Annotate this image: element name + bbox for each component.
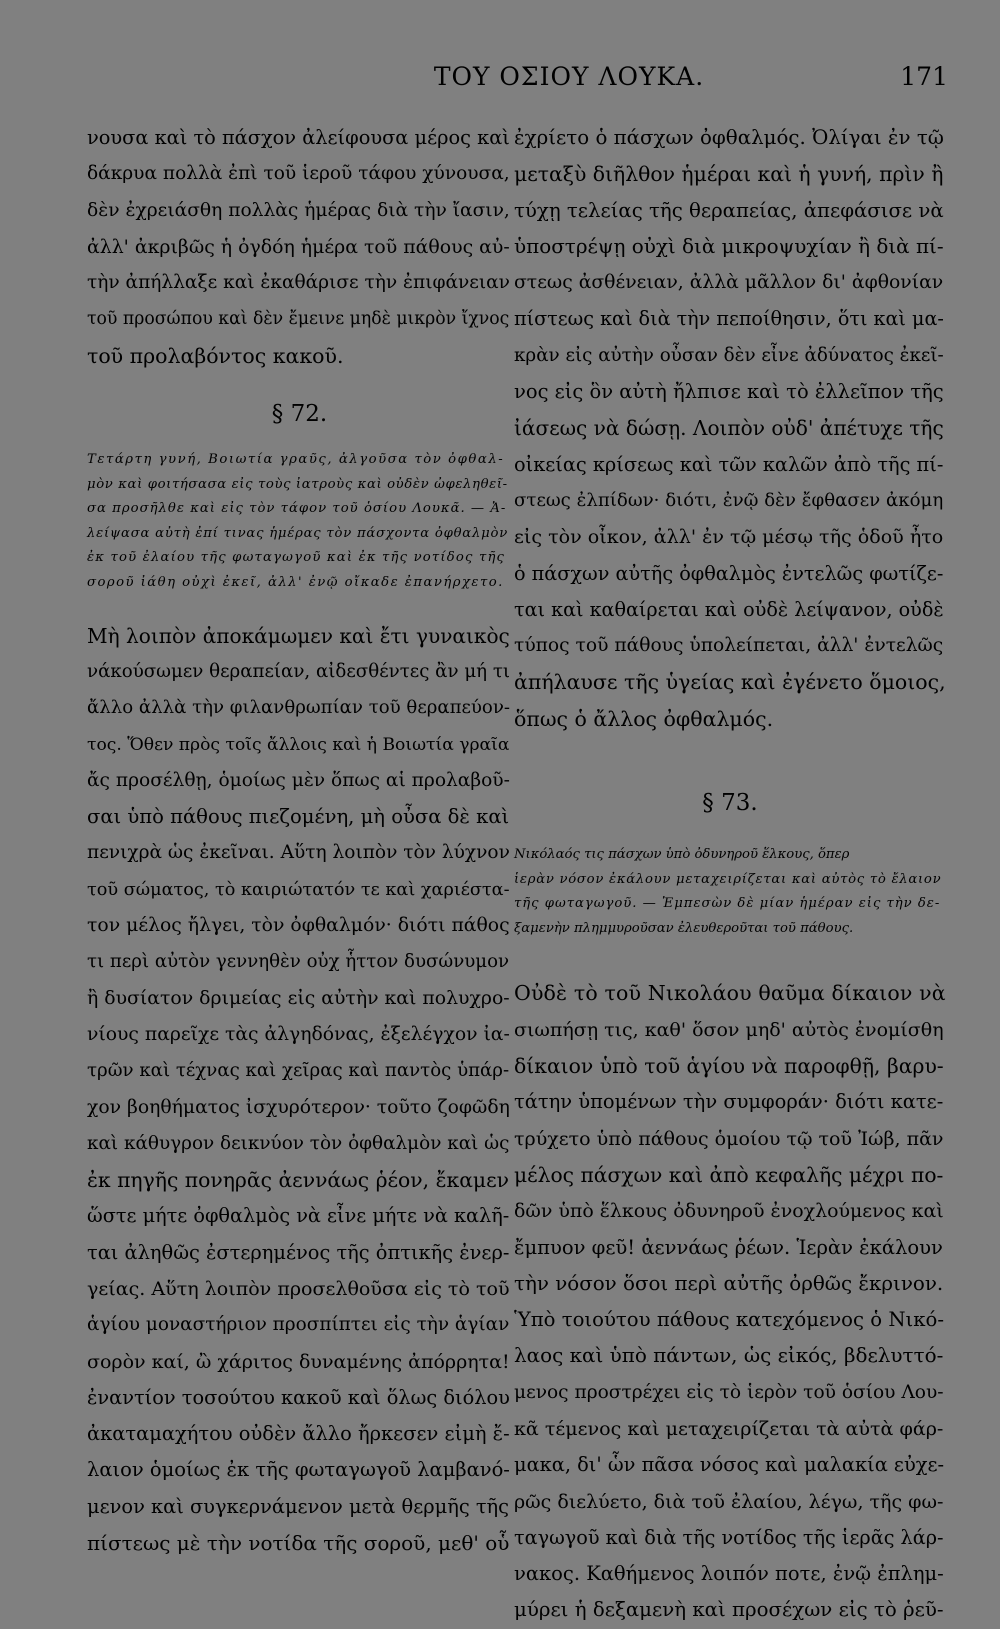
- text-line: σορὸν καί, ὢ χάριτος δυναμένης ἀπόρρητα!: [87, 1350, 510, 1373]
- text-line: τρῶν καὶ τέχνας καὶ χεῖρας καὶ παντὸς ὑπάρ-: [87, 1060, 510, 1082]
- text-line: νακος. Καθήμενος λοιπόν ποτε, ἐνῷ ἐπλημ-: [514, 1562, 944, 1586]
- text-line: ἔμπυον φεῦ! ἀεννάως ῥέων. Ἱερὰν ἐκάλουν: [514, 1235, 943, 1259]
- text-line: χον βοηθήματος ἰσχυρότερον· τοῦτο ζοφῶδη: [87, 1096, 510, 1118]
- text-line: δῶν ὑπὸ ἕλκους ὀδυνηροῦ ἐνοχλούμενος καὶ: [514, 1200, 944, 1223]
- text-line: Μὴ λοιπὸν ἀποκάμωμεν καὶ ἔτι γυναικὸς: [87, 623, 510, 648]
- text-line: ἐκ πηγῆς πονηρᾶς ἀεννάως ῥέον, ἔκαμεν: [87, 1168, 510, 1193]
- page-number: 171: [900, 62, 948, 91]
- summary-line: ἐκ τοῦ ἐλαίου τῆς φωταγωγοῦ καὶ ἐκ τῆς νοτίδος τῆς: [87, 550, 506, 566]
- text-line: ἢ δυσίατον δριμείας εἰς αὐτὴν καὶ πολυχρο-: [87, 987, 510, 1009]
- text-line: δίκαιον ὑπὸ τοῦ ἁγίου νὰ παροφθῇ, βαρυ-: [514, 1054, 944, 1079]
- text-line: στεως ἐλπίδων· διότι, ἐνῷ δὲν ἔφθασεν ἀκόμη: [514, 489, 944, 511]
- text-line: ται ἀληθῶς ἐστερημένος τῆς ὀπτικῆς ἐνερ-: [87, 1240, 510, 1264]
- text-line: πενιχρὰ ὡς ἐκεῖναι. Αὕτη λοιπὸν τὸν λύχνον: [87, 842, 510, 864]
- text-line: ὑποστρέψῃ οὐχὶ διὰ μικροψυχίαν ἢ διὰ πί-: [514, 234, 944, 258]
- summary-line: Τετάρτη γυνή, Βοιωτία γραῦς, ἀλγοῦσα τὸν ὀφθαλ-: [87, 452, 505, 468]
- text-line: ἰάσεως νὰ δώσῃ. Λοιπὸν οὐδ' ἀπέτυχε τῆς: [514, 416, 944, 441]
- text-line: σαι ὑπὸ πάθους πιεζομένη, μὴ οὖσα δὲ καὶ: [87, 805, 510, 829]
- section-heading-72: § 72.: [271, 401, 328, 428]
- text-line: μενον καὶ συγκερνάμενον μετὰ θερμῆς τῆς: [87, 1494, 510, 1518]
- right-paragraph-2: [514, 975, 946, 1628]
- summary-line: ξαμενὴν πλημμυροῦσαν ἐλευθεροῦται τοῦ πάθους.: [514, 920, 854, 936]
- text-line: τύπος τοῦ πάθους ὑπολείπεται, ἀλλ' ἐντελῶς: [514, 635, 944, 657]
- text-line: τύχῃ τελείας τῆς θεραπείας, ἀπεφάσισε νὰ: [514, 198, 944, 222]
- text-line: ἄλλο ἀλλὰ τὴν φιλανθρωπίαν τοῦ θεραπεύον-: [87, 697, 510, 719]
- text-line: τοῦ προσώπου καὶ δὲν ἔμεινε μηδὲ μικρὸν ἴχνος: [87, 309, 510, 330]
- text-line: μενος προστρέχει εἰς τὸ ἱερὸν τοῦ ὁσίου Λου-: [514, 1381, 944, 1403]
- text-line: τὴν ἀπήλλαξε καὶ ἐκαθάρισε τὴν ἐπιφάνειαν: [87, 272, 510, 294]
- text-line: ἀπήλαυσε τῆς ὑγείας καὶ ἐγένετο ὅμοιος,: [514, 670, 946, 695]
- text-line: τάτην ὑπομένων τὴν συμφοράν· διότι κατε-: [514, 1090, 944, 1114]
- text-line: νος εἰς ὃν αὐτὴ ἤλπισε καὶ τὸ ἐλλεῖπον τῆς: [514, 380, 944, 404]
- text-line: ταγωγοῦ καὶ διὰ τῆς νοτίδος τῆς ἱερᾶς λάρ-: [514, 1525, 944, 1549]
- text-line: κᾶ τέμενος καὶ μεταχειρίζεται τὰ αὐτὰ φάρ-: [514, 1417, 944, 1440]
- text-line: μέλος πάσχων καὶ ἀπὸ κεφαλῆς μέχρι πο-: [514, 1162, 944, 1187]
- text-line: τρύχετο ὑπὸ πάθους ὁμοίου τῷ τοῦ Ἰώβ, πᾶν: [514, 1127, 944, 1150]
- section-summary-73: [514, 843, 946, 941]
- text-line: νάκούσωμεν θεραπείαν, αἰδεσθέντες ἂν μή τι: [87, 660, 511, 682]
- text-line: τοῦ προλαβόντος κακοῦ.: [87, 343, 344, 368]
- text-line: λαιον ὁμοίως ἐκ τῆς φωταγωγοῦ λαμβανό-: [87, 1458, 510, 1482]
- text-line: νουσα καὶ τὸ πάσχον ἀλείφουσα μέρος καὶ: [87, 126, 510, 149]
- summary-line: σα προσῆλθε καὶ εἰς τὸν τάφον τοῦ ὁσίου Λουκᾶ. — Ἀ-: [87, 501, 507, 517]
- text-line: εἰς τὸν οἶκον, ἀλλ' ἐν τῷ μέσῳ τῆς ὁδοῦ ἦτο: [514, 526, 944, 549]
- text-line: ἐχρίετο ὁ πάσχων ὀφθαλμός. Ὀλίγαι ἐν τῷ: [514, 126, 944, 149]
- text-line: τοῦ σώματος, τὸ καιριώτατόν τε καὶ χαριέστα-: [87, 879, 510, 900]
- text-line: μεταξὺ διῆλθον ἡμέραι καὶ ἡ γυνή, πρὶν ἢ: [514, 162, 944, 187]
- text-line: λαος καὶ ὑπὸ πάντων, ὡς εἰκός, βδελυττό-: [514, 1344, 944, 1368]
- text-line: σιωπήσῃ τις, καθ' ὅσον μηδ' αὐτὸς ἐνομίσθη: [514, 1018, 944, 1041]
- text-line: δὲν ἐχρειάσθη πολλὰς ἡμέρας διὰ τὴν ἴασιν,: [87, 199, 510, 221]
- left-paragraph-1: [87, 120, 512, 374]
- text-line: ἄς προσέλθῃ, ὁμοίως μὲν ὅπως αἱ προλαβοῦ-: [87, 769, 510, 791]
- text-line: τος. Ὅθεν πρὸς τοῖς ἄλλοις καὶ ἡ Βοιωτία γραῖα: [87, 734, 510, 755]
- text-line: ἐναντίον τοσούτου κακοῦ καὶ ὅλως διόλου: [87, 1385, 510, 1409]
- text-line: Ὑπὸ τοιούτου πάθους κατεχόμενος ὁ Νικό-: [514, 1308, 944, 1332]
- right-paragraph-1: [514, 120, 946, 737]
- summary-line: ἱερὰν νόσον ἐκάλουν μεταχειρίζεται καὶ αὐτὸς τὸ ἔλαιον: [514, 871, 942, 887]
- left-paragraph-2: [87, 618, 512, 1562]
- text-line: δάκρυα πολλὰ ἐπὶ τοῦ ἱεροῦ τάφου χύνουσα,: [87, 163, 510, 185]
- text-line: ὅπως ὁ ἄλλος ὀφθαλμός.: [514, 706, 774, 731]
- text-line: ἀκαταμαχήτου οὐδὲν ἄλλο ἤρκεσεν εἰμὴ ἔ-: [87, 1422, 510, 1446]
- summary-line: Νικόλαός τις πάσχων ὑπὸ ὀδυνηροῦ ἕλκους, ὅπερ: [514, 847, 850, 863]
- left-column: [87, 120, 512, 1561]
- text-line: τι περὶ αὐτὸν γεννηθὲν οὐχ ἧττον δυσώνυμον: [87, 951, 510, 973]
- text-line: μακα, δι' ὧν πᾶσα νόσος καὶ μαλακία εὐχε-: [514, 1453, 945, 1477]
- summary-line: λείψασα αὐτὴ ἐπί τινας ἡμέρας τὸν πάσχοντα ὀφθαλμὸν: [87, 525, 508, 541]
- text-line: καὶ κάθυγρον δεικνύον τὸν ὀφθαλμὸν καὶ ὡς: [87, 1132, 510, 1154]
- text-line: ται καὶ καθαίρεται καὶ οὐδὲ λείψανον, οὐδὲ: [514, 597, 944, 621]
- text-line: γείας. Αὕτη λοιπὸν προσελθοῦσα εἰς τὸ τοῦ: [87, 1277, 510, 1300]
- text-line: τον μέλος ἤλγει, τὸν ὀφθαλμόν· διότι πάθος: [87, 915, 510, 937]
- summary-line: σοροῦ ἰάθη οὐχὶ ἐκεῖ, ἀλλ' ἐνῷ οἴκαδε ἐπανήρχετο.: [87, 575, 504, 591]
- text-line: τὴν νόσον ὅσοι περὶ αὐτῆς ὀρθῶς ἔκρινον.: [514, 1271, 944, 1295]
- text-line: ἁγίου μοναστήριον προσπίπτει εἰς τὴν ἁγίαν: [87, 1314, 510, 1336]
- section-heading-73: § 73.: [702, 790, 758, 817]
- text-line: πίστεως καὶ διὰ τὴν πεποίθησιν, ὅτι καὶ μα-: [514, 307, 944, 331]
- text-line: Οὐδὲ τὸ τοῦ Νικολάου θαῦμα δίκαιον νὰ: [514, 981, 946, 1006]
- text-line: ὥστε μήτε ὀφθαλμὸς νὰ εἶνε μήτε νὰ καλῆ-: [87, 1204, 510, 1228]
- summary-line: τῆς φωταγωγοῦ. — Ἐμπεσὼν δὲ μίαν ἡμέραν εἰς τὴν δε-: [514, 896, 941, 912]
- text-line: πίστεως μὲ τὴν νοτίδα τῆς σοροῦ, μεθ' οὗ: [87, 1531, 510, 1556]
- text-line: στεως ἀσθένειαν, ἀλλὰ μᾶλλον δι' ἀφθονίαν: [514, 272, 944, 294]
- text-line: ἀλλ' ἀκριβῶς ἡ ὀγδόη ἡμέρα τοῦ πάθους αὐ-: [87, 235, 510, 258]
- summary-line: μὸν καὶ φοιτήσασα εἰς τοὺς ἰατροὺς καὶ οὐδὲν ὠφεληθεῖ-: [87, 476, 508, 492]
- running-title: ΤΟΥ ΟΣΙΟΥ ΛΟΥΚΑ.: [433, 62, 705, 91]
- text-line: οἰκείας κρίσεως καὶ τῶν καλῶν ἀπὸ τῆς πί-: [514, 452, 944, 476]
- section-summary-72: [87, 448, 512, 596]
- text-line: ὁ πάσχων αὐτῆς ὀφθαλμὸς ἐντελῶς φωτίζε-: [514, 561, 944, 585]
- text-line: ρῶς διελύετο, διὰ τοῦ ἐλαίου, λέγω, τῆς φω-: [514, 1490, 944, 1513]
- text-line: μύρει ἡ δεξαμενὴ καὶ προσέχων εἰς τὸ ῥεῦ-: [514, 1598, 944, 1622]
- text-line: κρὰν εἰς αὐτὴν οὖσαν δὲν εἶνε ἀδύνατος ἐκεῖ-: [514, 344, 944, 366]
- text-line: νίους παρεῖχε τὰς ἀλγηδόνας, ἐξελέγχον ἰα-: [87, 1023, 510, 1045]
- right-column: [514, 120, 946, 1629]
